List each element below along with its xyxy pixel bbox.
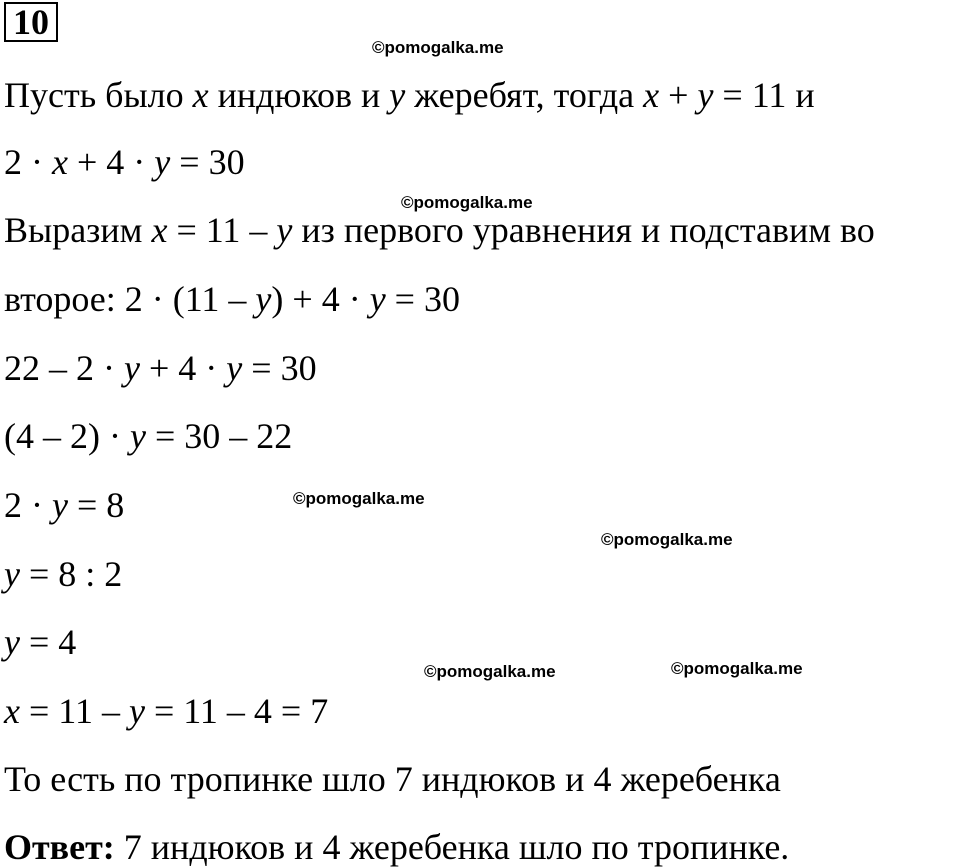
text: + 4 · — [139, 348, 227, 388]
text: 2 · — [4, 485, 52, 525]
variable-y: y — [226, 348, 243, 388]
watermark: ©pomogalka.me — [293, 489, 425, 508]
text: = 11 – — [167, 210, 277, 250]
text: = 30 — [385, 279, 460, 319]
watermark: ©pomogalka.me — [372, 38, 504, 57]
equation-line — [4, 348, 317, 388]
variable-y: y — [124, 348, 140, 388]
watermark: ©pomogalka.me — [401, 193, 533, 212]
text: = 11 – 4 = 7 — [144, 691, 329, 731]
text: Пусть было — [4, 75, 193, 115]
variable-x: x — [151, 210, 168, 250]
variable-y: y — [4, 622, 20, 662]
variable-x: x — [52, 142, 68, 182]
text: второе: 2 · (11 – — [4, 279, 256, 319]
variable-y: y — [389, 75, 406, 115]
text: (4 – 2) · — [4, 416, 130, 456]
watermark: ©pomogalka.me — [601, 530, 733, 549]
variable-y: y — [276, 210, 293, 250]
text: = 4 — [19, 622, 77, 662]
equation-line — [4, 279, 460, 319]
variable-y: y — [129, 416, 146, 456]
answer-text: 7 индюков и 4 жеребенка шло по тропинке. — [114, 827, 790, 867]
variable-y: y — [255, 279, 272, 319]
text: из первого уравнения и подставим во — [292, 210, 875, 250]
variable-y: y — [369, 279, 386, 319]
text: ) + 4 · — [271, 279, 370, 319]
text: = 8 : 2 — [19, 554, 123, 594]
text: = 30 — [242, 348, 317, 388]
text: + 4 · — [67, 142, 155, 182]
equation-line — [4, 691, 328, 731]
conclusion-line — [4, 759, 781, 799]
text: 2 · — [4, 142, 52, 182]
variable-x: x — [192, 75, 209, 115]
text: + — [659, 75, 698, 115]
variable-y: y — [154, 142, 171, 182]
text: = 30 — [170, 142, 245, 182]
equation-line — [4, 554, 122, 594]
text: = 11 – — [19, 691, 129, 731]
variable-y: y — [52, 485, 68, 525]
text: жеребят, тогда — [405, 75, 644, 115]
text: 22 – 2 · — [4, 348, 124, 388]
text: = 11 и — [713, 75, 815, 115]
watermark: ©pomogalka.me — [424, 662, 556, 681]
watermark: ©pomogalka.me — [671, 659, 803, 678]
text: = 30 – 22 — [145, 416, 293, 456]
variable-x: x — [643, 75, 660, 115]
equation-line — [4, 485, 124, 525]
equation-line — [4, 622, 76, 662]
variable-y: y — [697, 75, 714, 115]
equation-line — [4, 142, 245, 182]
variable-x: x — [4, 691, 20, 731]
solution-line — [4, 75, 815, 115]
answer-label: Ответ: — [4, 827, 115, 867]
answer-line — [4, 827, 789, 867]
variable-y: y — [4, 554, 20, 594]
task-number-box: 10 — [4, 2, 58, 42]
text: индюков и — [208, 75, 390, 115]
text: То есть по тропинке шло 7 индюков и 4 жеребенка — [4, 759, 781, 799]
text: = 8 — [67, 485, 125, 525]
solution-line — [4, 210, 875, 250]
variable-y: y — [128, 691, 145, 731]
equation-line — [4, 416, 292, 456]
text: Выразим — [4, 210, 152, 250]
